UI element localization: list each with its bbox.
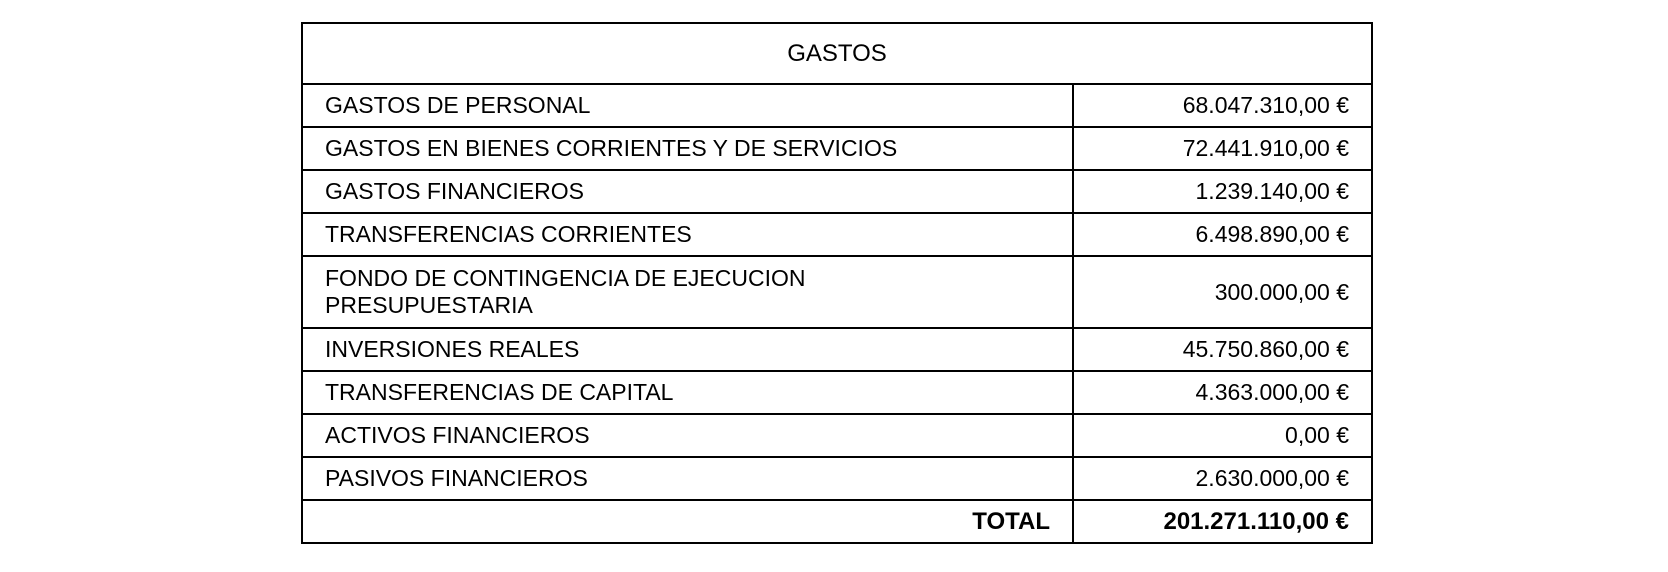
row-label: PASIVOS FINANCIEROS: [302, 457, 1073, 500]
expenses-table: [301, 22, 1373, 544]
table-row: [302, 213, 1372, 256]
row-label: GASTOS FINANCIEROS: [302, 170, 1073, 213]
table-row: [302, 170, 1372, 213]
row-label: INVERSIONES REALES: [302, 328, 1073, 371]
table-row: [302, 457, 1372, 500]
total-amount: 201.271.110,00 €: [1073, 500, 1372, 543]
table-row: [302, 127, 1372, 170]
table-row: [302, 84, 1372, 127]
table-header-row: [302, 23, 1372, 84]
table-row: [302, 328, 1372, 371]
row-amount: 0,00 €: [1073, 414, 1372, 457]
table-row: [302, 256, 1372, 328]
table-row: [302, 371, 1372, 414]
row-label: FONDO DE CONTINGENCIA DE EJECUCION PRESUPUESTARIA: [302, 256, 1073, 328]
row-label: GASTOS DE PERSONAL: [302, 84, 1073, 127]
row-label: TRANSFERENCIAS DE CAPITAL: [302, 371, 1073, 414]
row-label: GASTOS EN BIENES CORRIENTES Y DE SERVICIOS: [302, 127, 1073, 170]
row-amount: 2.630.000,00 €: [1073, 457, 1372, 500]
row-amount: 300.000,00 €: [1073, 256, 1372, 328]
table-row: [302, 414, 1372, 457]
row-amount: 1.239.140,00 €: [1073, 170, 1372, 213]
total-row: [302, 500, 1372, 543]
row-amount: 6.498.890,00 €: [1073, 213, 1372, 256]
row-amount: 45.750.860,00 €: [1073, 328, 1372, 371]
row-amount: 68.047.310,00 €: [1073, 84, 1372, 127]
table-title: GASTOS: [302, 23, 1372, 84]
row-label: TRANSFERENCIAS CORRIENTES: [302, 213, 1073, 256]
total-label: TOTAL: [302, 500, 1073, 543]
row-label: ACTIVOS FINANCIEROS: [302, 414, 1073, 457]
row-amount: 72.441.910,00 €: [1073, 127, 1372, 170]
row-amount: 4.363.000,00 €: [1073, 371, 1372, 414]
